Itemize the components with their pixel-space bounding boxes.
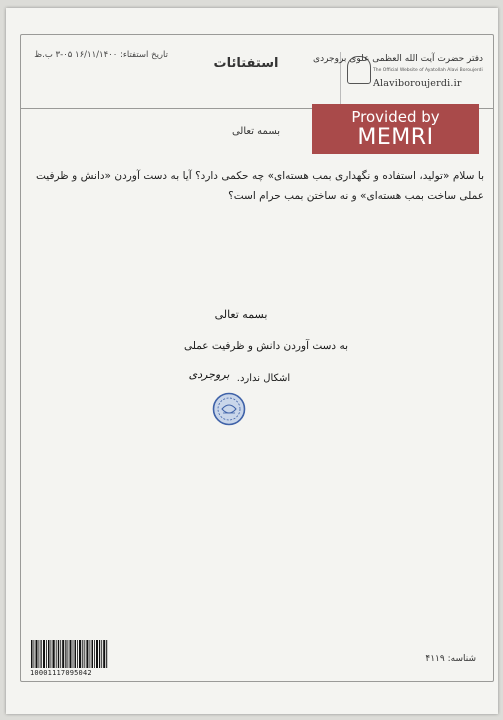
inquiry-date: تاریخ استفتاء: ۱۶/۱۱/۱۴۰۰ ۰۵-۳ ب.ظ	[34, 50, 168, 60]
serial-number: شناسه: ۴۱۱۹	[425, 654, 476, 664]
question-text: با سلام «تولید، استفاده و نگهداری بمب هسته‌ای» چه حکمی دارد؟ آیا به دست آوردن «دانش و ظرفیت عملی ساخت بمب هسته‌ای» و نه ساختن بمب حرام است؟	[36, 170, 484, 202]
watermark-provided-by: Provided by	[351, 108, 440, 126]
memri-watermark	[312, 104, 479, 154]
barcode-icon	[30, 640, 108, 668]
barcode-number: 10001117095042	[30, 669, 92, 677]
watermark-memri: MEMRI	[357, 125, 434, 150]
document-title: استفتائات	[213, 56, 279, 71]
logo-website: Alaviboroujerdi.ir	[373, 78, 462, 89]
seal-stamp-icon	[212, 392, 246, 426]
logo-text-persian: دفتر حضرت آیت الله العظمی علوی بروجردی	[313, 54, 483, 64]
handwritten-signature: بروجردی	[188, 368, 230, 381]
handwritten-basmala: بسمه تعالی	[214, 308, 268, 321]
office-logo	[313, 52, 486, 104]
salutation: بسمه تعالی	[231, 126, 281, 137]
handwritten-verdict: اشکال ندارد.	[236, 373, 291, 384]
handwritten-answer-line: به دست آوردن دانش و ظرفیت عملی	[184, 340, 348, 352]
logo-text-english: The Official Website of Ayatollah Alavi Boroujerdi	[373, 68, 483, 73]
document-page	[6, 8, 498, 714]
